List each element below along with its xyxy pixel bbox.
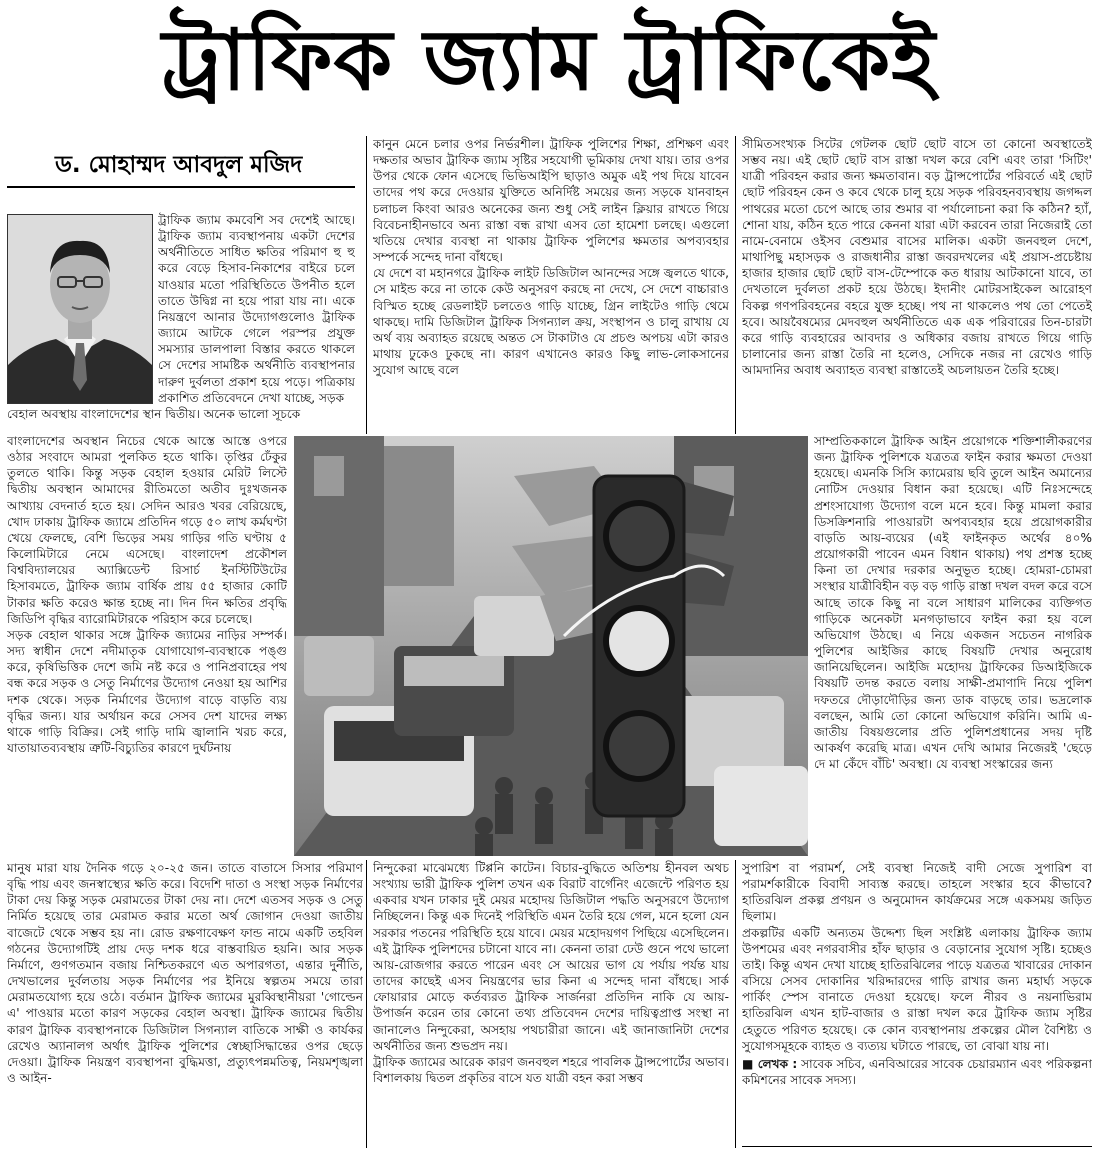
column-2-text-a: কানুন মেনে চলার ওপর নির্ভরশীল। ট্রাফিক পুলিশের শিক্ষা, প্রশিক্ষণ এবং দক্ষতার অভাব ট্রাফিক জ্যাম সৃষ্টির সহযোগী ভূমিকায় দেখা যায়। তার ওপর উপর থেকে ফোন এসেছে ভিভিআইপি ছাড়াও অমুক এই পথ দিয়ে যাবেন তাদের পথ করে দেওয়ার যুক্তিতে অনির্দিষ্ট সময়ের জন্য সড়কে যানবাহন চলাচল কিংবা আরও অনেকের জন্য শুধু সেই লাইন ক্লিয়ার রাখতে গিয়ে বিবেচনাহীনভাবে অন্য রাস্তা বন্ধ রাখা এসব তো হামেশা চলছে। এগুলো খতিয়ে দেখার ব্যবস্থা না থাকায় ট্রাফিক পুলিশের ক্ষমতার অপব্যবহার সম্পর্কে সন্দেহ দানা বাঁধছে। <box>373 137 729 265</box>
headline: ট্রাফিক জ্যাম ট্রাফিকেই <box>162 10 936 109</box>
column-3-top <box>742 136 1092 434</box>
column-rule-1 <box>366 136 367 434</box>
column-rule-3 <box>366 860 367 1148</box>
column-2-text-d: ট্রাফিক জ্যামের আরেক কারণ জনবহুল শহরে পাবলিক ট্রান্সপোর্টের অভাব। বিশালকায় দ্বিতল প্রকৃতির বাসে যত যাত্রী বহন করা সম্ভব <box>373 1054 729 1086</box>
column-1-text-b: বেহাল অবস্থায় বাংলাদেশের স্থান দ্বিতীয়। অনেক ভালো সূচকে <box>7 407 301 421</box>
author-note <box>742 1056 1092 1088</box>
column-3-text-paragraph-2: সাম্প্রতিককালে ট্রাফিক আইন প্রয়োগকে শক্তিশালীকরণের জন্য ট্রাফিক পুলিশকে যত্রতত্র ফাইন করার ক্ষমতা দেওয়া হয়েছে। এমনকি সিসি ক্যামেরায় ছবি তুলে আইন অমান্যের নোটিস দেওয়ার বিধান করা হয়েছে। এটি নিঃসন্দেহে প্রশংসাযোগ্য উদ্যোগ বলে মনে হবে। কিন্তু মামলা করার ডিসক্রিশনারি পাওয়ারটা অপব্যবহার হয়ে প্রয়োগকারীর বাড়তি আয়-ব্যয়ের (এই ফাইনকৃত অর্থের ৪০% প্রয়োগকারী পাবেন এমন বিধান থাকায়) পথ প্রশস্ত হচ্ছে কিনা তা দেখার দরকার অনুভূত হচ্ছে। হোমরা-চোমরা সংস্থার যাত্রীবিহীন বড় বড় গাড়ি রাস্তা দখল বদল করে বসে আছে তাকে কিছু না বলে সাধারণ মালিকের ব্যক্তিগত গাড়িকে অনেকটা মনগড়াভাবে ফাইন করা হয় বলে অভিযোগ উঠছে। এ নিয়ে একজন সচেতন নাগরিক পুলিশের আইজির কাছে বিষয়টি দেখার অনুরোধ জানিয়েছিলেন। আইজি মহোদয় ট্রাফিকের ডিআইজিকে বিষয়টি তদন্ত করতে বলায় সাক্ষী-প্রমাণাদি নিয়ে পুলিশ দফতরে দৌড়াদৌড়ির জন্য ডাক বাড়ছে তার। ভদ্রলোক বলছেন, আমি তো কোনো অভিযোগ করিনি। আমি এ-জাতীয় বিষয়গুলোর প্রতি পুলিশপ্রধানের সদয় দৃষ্টি আকর্ষণ করেছি মাত্র। এখন দেখি আমার নিজেরই 'ছেড়ে দে মা কেঁদে বাঁচি' অবস্থা। যে ব্যবস্থা সংস্কারের জন্য <box>814 434 1092 772</box>
column-1-text-c: বাংলাদেশের অবস্থান নিচের থেকে আস্তে আস্তে ওপরে ওঠার সংবাদে আমরা পুলকিত হতে থাকি। তৃপ্তির ঢেঁকুর তুলতে থাকি। কিন্তু সড়ক বেহাল হওয়ার মেরিট লিস্টে দ্বিতীয় অবস্থান আমাদের রীতিমতো অতীব দুঃখজনক আখ্যায় বেদনার্ত হতে হয়। সেদিন আরও খবর বেরিয়েছে, খোদ ঢাকায় ট্রাফিক জ্যামে প্রতিদিন গড়ে ৫০ লাখ কর্মঘণ্টা খেয়ে ফেলছে, বেশি ভিড়ের সময় গাড়ির গতি ঘণ্টায় ৫ কিলোমিটারে নেমে এসেছে। বাংলাদেশ প্রকৌশল বিশ্ববিদ্যালয়ের অ্যাক্সিডেন্ট রিসার্চ ইনস্টিটিউটের হিসাবমতে, ট্রাফিক জ্যাম বার্ষিক প্রায় ৫৫ হাজার কোটি টাকার ক্ষতি করেও ক্ষান্ত হচ্ছে না। দিন দিন ক্ষতির প্রবৃদ্ধি জিডিপি বৃদ্ধির ব্যারোমিটারকে পরিহাস করে চলেছে। <box>7 434 287 626</box>
author-portrait-icon <box>8 215 152 403</box>
column-1-middle <box>7 406 355 433</box>
byline: ড. মোহাম্মদ আবদুল মজিদ <box>55 152 303 178</box>
author-photo <box>7 214 153 404</box>
column-3-text-d: প্রকল্পটির একটি অন্যতম উদ্দেশ্য ছিল সংশ্লিষ্ট এলাকায় ট্রাফিক জ্যাম উপশমের এবং নগরবাসীর হাঁফ ছাড়ার ও বেড়ানোর সুযোগ সৃষ্টি। হচ্ছেও তাই। কিন্তু এখন দেখা যাচ্ছে হাতিরঝিলের পাড়ে যত্রতত্র খাবারের দোকান বসিয়ে সেসব দোকানির খরিদ্দারদের গাড়ি রাখার জন্য মহার্ঘ্য সড়কে পার্কিং স্পেস বানাতে দেওয়া হয়েছে। ফলে নীরব ও নয়নাভিরাম হাতিরঝিল এখন হাট-বাজার ও রাস্তা দখল করে ট্রাফিক জ্যাম সৃষ্টির হেতুতে পরিণত হয়েছে। কে কোন ব্যবস্থাপনায় প্রকল্পের মৌল বৈশিষ্ট্য ও সুযোগসমূহকে ব্যাহত ও ব্যত্যয় ঘটাতে পারছে, তা বোঝা যায় না। <box>742 925 1092 1053</box>
byline-rule <box>7 186 355 188</box>
column-1-text-a: ট্রাফিক জ্যাম কমবেশি সব দেশেই আছে। ট্রাফিক জ্যাম ব্যবস্থাপনায় একটা দেশের অর্থনীতিতে সাধিত ক্ষতির পরিমাণ হু হু করে বেড়ে হিসাব-নিকাশের বাইরে চলে যাওয়ার মতো পরিস্থিতিতে উপনীত হলে তাতে উদ্বিগ্ন না হয়ে পারা যায় না। একে নিয়ন্ত্রণে আনার উদ্যোগগুলোও ট্রাফিক জ্যামে আটকে গেলে পরস্পর প্রযুক্ত সমস্যার ডালপালা বিস্তার করতে থাকলে সে দেশের সামষ্টিক অর্থনীতি ব্যবস্থাপনার দারুণ দুর্বলতা প্রকাশ হয়ে পড়ে। পত্রিকায় প্রকাশিত প্রতিবেদনে দেখা যাচ্ছে, সড়ক <box>158 213 355 405</box>
column-3-bottom <box>742 860 1092 1148</box>
column-1-top <box>158 212 355 406</box>
main-photo <box>294 436 808 856</box>
column-rule-4 <box>735 860 736 1148</box>
bottom-rule <box>742 1146 1092 1147</box>
author-note-text: সাবেক সচিব, এনবিআরের সাবেক চেয়ারম্যান এবং পরিকল্পনা কমিশনের সাবেক সদস্য। <box>742 1056 1092 1088</box>
column-3-beside-image <box>814 433 1092 859</box>
column-rule-2 <box>735 136 736 434</box>
column-3-text-a: সীমিতসংখ্যক সিটের গেটলক ছোট ছোট বাসে তা কোনো অবস্থাতেই সম্ভব নয়। এই ছোট ছোট বাস রাস্তা দখল করে বেশি এবং তারা 'সিটিং' যাত্রী পরিবহন করার জন্য ক্ষমতাবান। বড় ট্রান্সপোর্টের পরিবর্তে এই ছোট ছোট পরিবহন কেন ও কবে থেকে চালু হয়ে সড়ক পরিবহনব্যবস্থায় জগদ্দল পাথরের মতো চেপে আছে তার শুমার বা পর্যালোচনা করা কি কঠিন? হ্যাঁ, শোনা যায়, কঠিন হতে পারে কেননা যারা এটা করবেন তারা নিজেরাই তো নামে-বেনামে ওইসব বেশুমার বাসের মালিক। একটা জনবহুল দেশে, মাথাপিছু মহাসড়ক ও রাজধানীর রাস্তা জবরদখলের এই প্রয়াস-প্রচেষ্টায় হাজার হাজার ছোট ছোট বাস-টেম্পোকে কত ধারায় আটকানো যাবে, তা দেখতালে দুর্বলতা প্রকট হয়ে উঠছে। ইদানীং মোটরসাইকেল আরোহণ বিকল্প গণপরিবহনের বহরে যুক্ত হচ্ছে। পথ না থাকলেও পথ তো পেতেই হবে। আয়বৈষম্যের মেদবহুল অর্থনীতিতে এক এক পরিবারের তিন-চারটা করে গাড়ি ব্যবহারের আবদার ও অধিকার বজায় রাখতে গিয়ে গাড়ি চালানোর জন্য রাস্তা তৈরি না হলেও, সেদিকে নজর না রেখেও গাড়ি আমদানির অবাধ অব্যাহত ব্যবস্থা রাস্তাতেই অচলায়তন তৈরি হচ্ছে। <box>742 137 1092 378</box>
column-2-text-b: যে দেশে বা মহানগরে ট্রাফিক লাইট ডিজিটাল আনন্দের সঙ্গে জ্বলতে থাকে, সে মাইন্ড করে না তাকে কেউ অনুসরণ করছে না দেখে, সে দেশে বাচ্চারাও বিস্মিত হচ্ছে রেডলাইট চলতেও গাড়ি যাচ্ছে, গ্রিন লাইটেও গাড়ি থেমে থাকছে। দামি ডিজিটাল ট্রাফিক সিগন্যাল ক্রয়, সংস্থাপন ও চালু রাখায় যে অর্থ ব্যয় অব্যাহত রয়েছে অন্তত সে টাকাটাও যে প্রচণ্ড অপচয় এটা কারও মাথায় ঢুকেও ঢুকছে না। কারণ এখানেও কারও কিছু লাভ-লোকসানের সুযোগ আছে বলে <box>373 266 729 378</box>
column-3-text-c: সুপারিশ বা পরামর্শ, সেই ব্যবস্থা নিজেই বাদী সেজে সুপারিশ বা পরামর্শকারীকে বিবাদী সাব্যস্ত করছে। তাহলে সংস্কার হবে কীভাবে? হাতিরঝিল প্রকল্প প্রণয়ন ও অনুমোদন কার্যক্রমের সঙ্গে একসময় জড়িত ছিলাম। <box>742 861 1092 924</box>
column-1-text-paragraph-2: সড়ক বেহাল থাকার সঙ্গে ট্রাফিক জ্যামের নাড়ির সম্পর্ক। সদ্য স্বাধীন দেশে নদীমাতৃক যোগাযোগ-ব্যবস্থাকে পঙ্গু করে, কৃষিভিত্তিক দেশে জমি নষ্ট করে ও পানিপ্রবাহের পথ বন্ধ করে সড়ক ও সেতু নির্মাণের উদ্যোগ নেওয়া হয় আশির দশক থেকে। সড়ক নির্মাণের উদ্যোগ বাড়ে বাড়তি ব্যয় বৃদ্ধির জন্য। যার অর্থায়ন করে সেসব দেশ যাদের লক্ষ্য থাকে গাড়ি বিক্রির। সেই গাড়ি দামি জ্বালানি খরচ করে, যাতায়াতব্যবস্থায় ত্রুটি-বিচ্যুতির কারণে দুর্ঘটনায় <box>7 627 287 755</box>
author-note-label: ■ লেখক : <box>742 1056 798 1071</box>
column-1-beside-image <box>7 433 287 859</box>
traffic-scene-icon <box>294 436 808 856</box>
column-2-text-c: নিন্দুকেরা মাঝেমধ্যে টিপ্পনি কাটেন। বিচার-বুদ্ধিতে অতিশয় হীনবল অথচ সংখ্যায় ভারী ট্রাফিক পুলিশ তখন এক বিরাট বার্গেনিং এজেন্টে পরিণত হয় একবার যখন ঢাকার দুই মেয়র মহোদয় ডিজিটাল পদ্ধতি অনুসরণে উদ্যোগ নিচ্ছিলেন। কিন্তু এক দিনেই পরিস্থিতি এমন তৈরি হয়ে গেল, মনে হলো যেন সরকার পতনের পরিস্থিতি হয়ে যাবে। মেয়র মহোদয়গণ পিছিয়ে এসেছিলেন। এই ট্রাফিক পুলিশদের চটানো যাবে না। কেননা তারা ঢেউ গুনে পথে ভালো আয়-রোজগার করতে পারেন এবং সে আয়ের ভাগ যে পর্যায় পর্যন্ত যায় তাদের কাছেই এসব নিয়ন্ত্রণের ভার কিনা এ সন্দেহ দানা বাঁধছে। সার্ক ফোয়ারার মোড়ে কর্তব্যরত ট্রাফিক সার্জনরা প্রতিদিন নাকি যে আয়-উপার্জন করেন তার কোনো তথ্য প্রতিবেদন দেশের দায়িত্বপ্রাপ্ত সংস্থা না জানালেও নিন্দুকেরা, অসহায় পথচারীরা জানে। এই জানাজানিটা দেশের অর্থনীতির জন্য শুভপ্রদ নয়। <box>373 861 729 1053</box>
column-1-text-d: মানুষ মারা যায় দৈনিক গড়ে ২০-২৫ জন। তাতে বাতাসে সিসার পরিমাণ বৃদ্ধি পায় এবং জনস্বাস্থ্যের ক্ষতি করে। বিদেশি দাতা ও সংস্থা সড়ক নির্মাণের টাকা দেয় কিন্তু সড়ক মেরামতের টাকা দেয় না। দেশে এতসব সড়ক ও সেতু নির্মিত হয়েছে তার মেরামত করার মতো অর্থ জোগান দেওয়া জাতীয় বাজেটে থেকে সম্ভব হয় না। রোড রক্ষণাবেক্ষণ ফান্ড নামে একটি তহবিল গঠনের উদ্যোগটিই প্রায় দেড় দশক ধরে বাস্তবায়িত হয়নি। আর সড়ক নির্মাণে, গুণগতমান বজায় নিশ্চিতকরণে এত অপারগতা, এন্তার দুর্নীতি, দেখভালের দুর্বলতায় সড়ক নির্মাণের পর ইনিয়ে স্বল্পতম সময়ে তারা মেরামতযোগ্য হয়ে ওঠে। বর্তমান ট্রাফিক জ্যামের মুরব্বিস্থানীয়রা 'গোল্ডেন এ' পাওয়ার মতো কারণ সড়কের বেহাল অবস্থা। ট্রাফিক জ্যামের দ্বিতীয় কারণ ট্রাফিক ব্যবস্থাপনাকে ডিজিটাল সিগন্যাল বাতিকে সাক্ষী ও কার্যকর রেখেও অ্যানালগ অর্থাৎ ট্রাফিক পুলিশের স্বেচ্ছাসিদ্ধান্তের ওপর ছেড়ে দেওয়া। ট্রাফিক নিয়ন্ত্রণ ব্যবস্থাপনা বুদ্ধিমত্তা, প্রত্যুৎপন্নমতিত্ব, নিয়মশৃঙ্খলা ও আইন- <box>7 861 363 1086</box>
column-2-top <box>373 136 729 434</box>
column-1-bottom <box>7 860 363 1148</box>
column-2-bottom <box>373 860 729 1148</box>
